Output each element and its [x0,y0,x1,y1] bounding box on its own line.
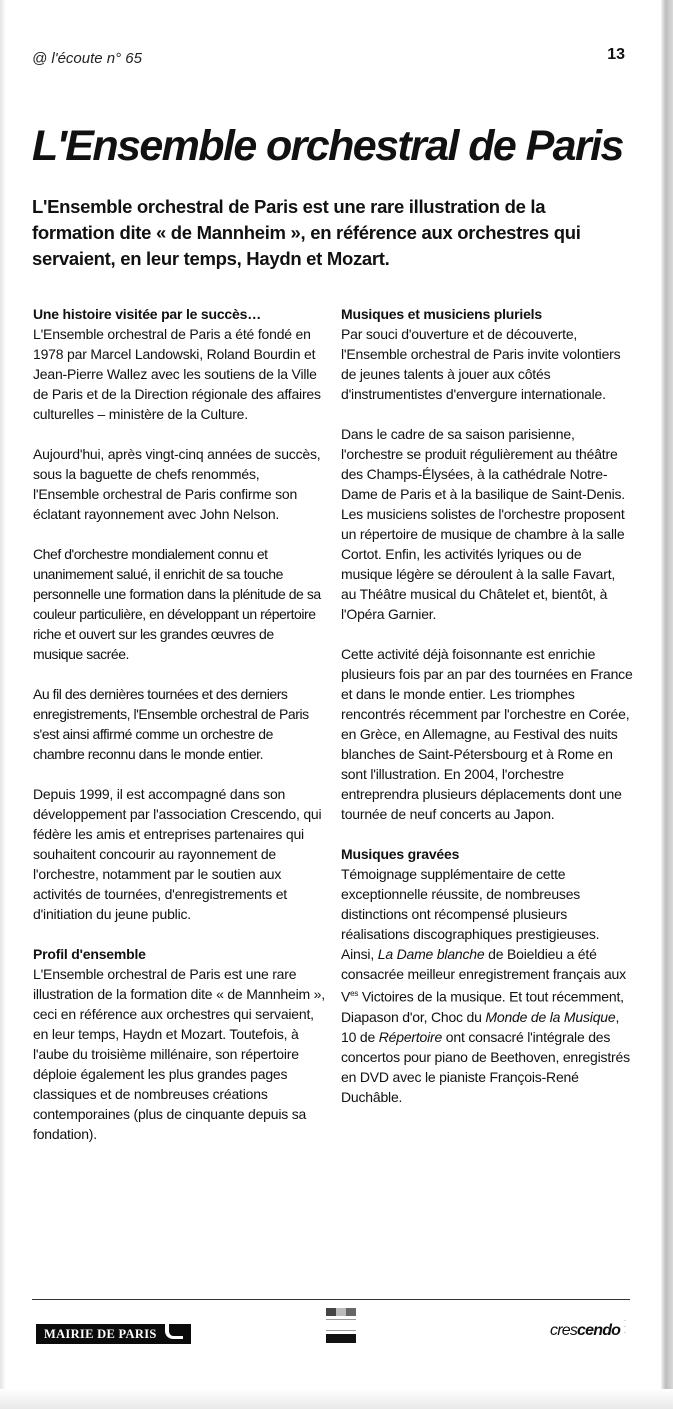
paragraph-crescendo: Depuis 1999, il est accompagné dans son développement par l'association Crescendo, qui fédère les amis et entreprises partenaires qui souhaitent concourir au rayonnement de l'orchestre, notamment par le soutien aux activités de tournées, d'enregistrements et d'initiation du jeune public. [33,786,322,922]
article-lead: L'Ensemble orchestral de Paris est une rare illustration de la formation dite « de Mannheim », en référence aux orchestres qui servaient, en leur temps, Haydn et Mozart. [32,196,581,269]
page-number: 13 [607,46,625,63]
paragraph-fondation: L'Ensemble orchestral de Paris a été fondé en 1978 par Marcel Landowski, Roland Bourdin et Jean-Pierre Wallez avec les soutiens de la Ville de Paris et de la Direction régionale des affaires culturelles – ministère de la Culture. [33,326,321,422]
paragraph-profil: L'Ensemble orchestral de Paris est une rare illustration de la formation dite « de Mannheim », ceci en référence aux orchestres qui servaient, en leur temps, Haydn et Mozart. Toutefois, à l'aube du troisième millénaire, son répertoire déploie également les plus grandes pages classiques et de nombreuses créations contemporaines (plus de cinquante depuis sa fondation). [33,966,325,1142]
left-column [33,304,325,1164]
section-heading-profil: Profil d'ensemble [33,946,146,962]
article-title: L'Ensemble orchestral de Paris [32,122,623,170]
footer-rule [32,1299,630,1300]
right-column [341,304,633,1127]
mairie-de-paris-logo-icon [165,1324,183,1339]
crescendo-logo: crescendo [550,1322,621,1339]
paragraph-succes: Aujourd'hui, après vingt-cinq années de succès, sous la baguette de chefs renommés, l'Ensemble orchestral de Paris confirme son éclatant rayonnement avec John Nelson. [33,446,321,522]
ministere-culture-logo-icon [326,1308,356,1342]
paragraph-chef: Chef d'orchestre mondialement connu et unanimement salué, il enrichit de sa touche personnelle une formation dans la plénitude de sa couleur particulière, en développant un répertoire riche et ouvert sur les grandes œuvres de musique sacrée. [33,546,321,662]
paragraph-saison: Dans le cadre de sa saison parisienne, l'orchestre se produit régulièrement au théâtre des Champs-Élysées, à la cathédrale Notre-Dame de Paris et à la basilique de Saint-Denis. Les musiciens solistes de l'orchestre proposent un répertoire de musique de chambre à la salle Cortot. Enfin, les activités lyriques ou de musique légère se déroulent à la salle Favart, au Théâtre musical du Châtelet et, bientôt, à l'Opéra Garnier. [341,426,625,622]
paragraph-activite: Cette activité déjà foisonnante est enrichie plusieurs fois par an par des tournées en France et dans le monde entier. Les triomphes rencontrés récemment par l'orchestre en Corée, en Grèce, en Allemagne, au Festival des nuits blanches de Saint-Pétersbourg et à Rome en sont l'illustration. En 2004, l'orchestre entreprendra plusieurs déplacements dont une tournée de neuf concerts au Japon. [341,646,633,822]
title-dame-blanche: La Dame blanche [377,946,485,962]
crescendo-logo-dots-icon: · · · [624,1318,626,1336]
paragraph-tournees: Au fil des dernières tournées et des derniers enregistrements, l'Ensemble orchestral de Paris s'est ainsi affirmé comme un orchestre de chambre reconnu dans le monde entier. [33,686,309,762]
page-edge-bottom [0,1389,673,1409]
title-repertoire: Répertoire [378,1028,443,1045]
title-monde-musique: Monde de la Musique [485,1008,616,1025]
paragraph-ouverture: Par souci d'ouverture et de découverte, l'Ensemble orchestral de Paris invite volontiers de jeunes talents à jouer aux côtés d'instrumentistes d'envergure internationale. [341,326,621,402]
issue-label: @ l'écoute n° 65 [32,50,142,67]
section-heading-gravees: Musiques gravées [341,846,460,862]
page-edge-right [661,0,673,1409]
section-heading-histoire: Une histoire visitée par le succès… [33,306,261,322]
page-edge-left [0,0,6,1409]
paragraph-distinctions: Témoignage supplémentaire de cette exceptionnelle réussite, de nombreuses distinctions ont récompensé plusieurs réalisations discographiques prestigieuses. Ainsi, La Dame blanche de Boieldieu a été consacrée meilleur enregistrement français aux $V^{es}$ Victoires de la musique. Et tout récemment, Diapason d'or, Choc du Monde de la Musique, 10 de Répertoire ont consacré l'intégrale des concertos pour piano de Beethoven, enregistrés en DVD avec le pianiste François-René Duchâble. [341,866,630,1105]
mairie-label: MAIRIE DE PARIS [44,1327,157,1341]
mairie-de-paris-logo [36,1324,191,1344]
section-heading-musiciens: Musiques et musiciens pluriels [341,306,542,322]
